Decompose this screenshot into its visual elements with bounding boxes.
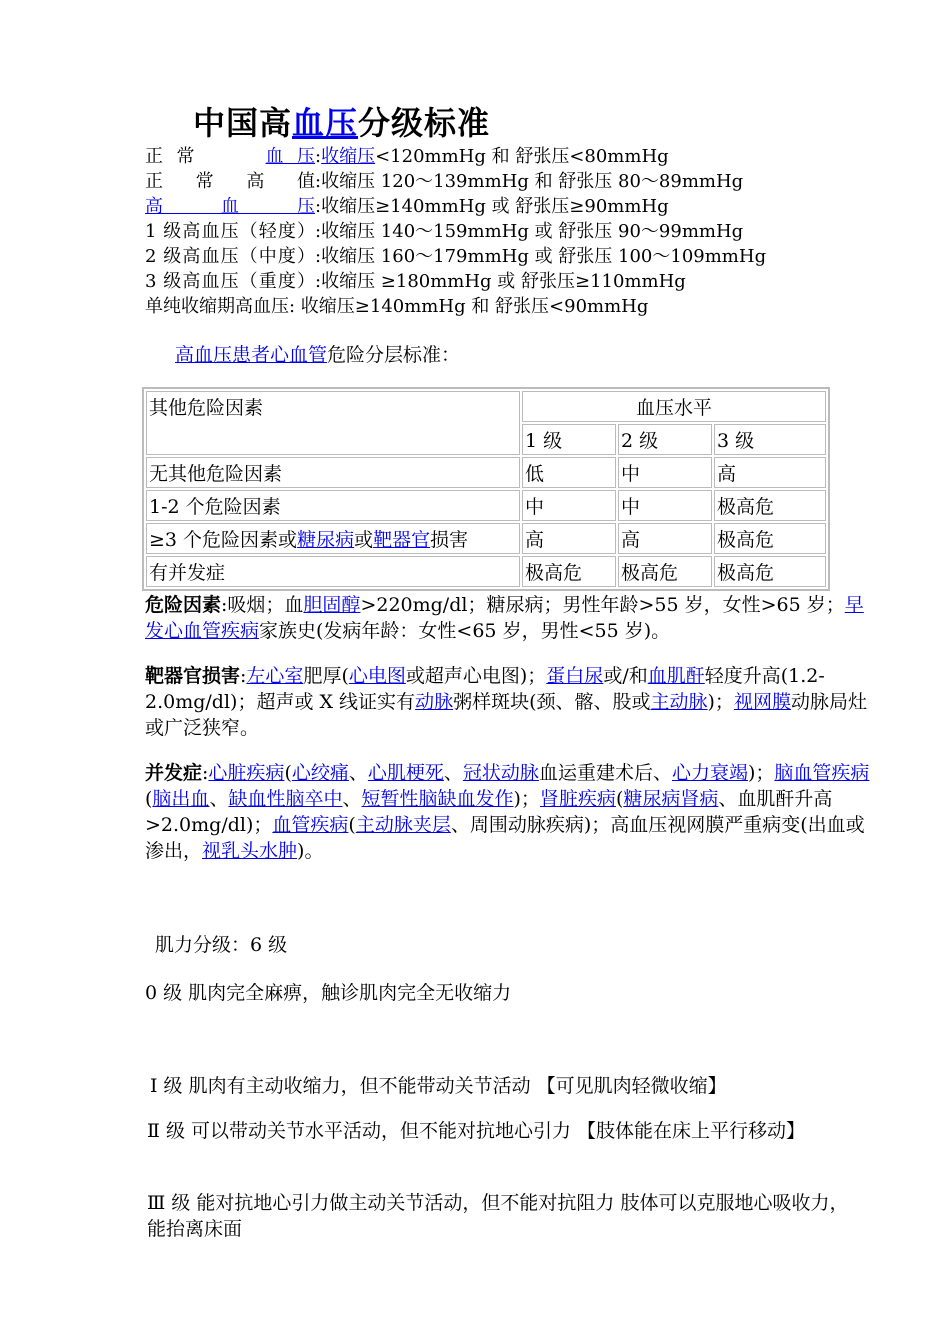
link-diabetes[interactable]: 糖尿病 xyxy=(297,529,355,551)
grade-label: 正常 血压 xyxy=(145,146,316,167)
grade-2 xyxy=(145,244,766,269)
link-ecg[interactable]: 心电图 xyxy=(348,665,406,687)
page-title xyxy=(193,98,490,144)
table-row xyxy=(146,391,826,422)
table-row xyxy=(146,523,826,554)
link-tia[interactable]: 短暂性脑缺血发作 xyxy=(361,788,514,810)
link-cardiovascular[interactable]: 高血压患者心血管 xyxy=(175,344,328,366)
table-cell: 极高危 xyxy=(522,556,616,587)
grade-3 xyxy=(145,269,686,294)
table-row xyxy=(146,457,826,488)
link-cholesterol[interactable]: 胆固醇 xyxy=(303,594,361,616)
grade-isolated-systolic xyxy=(145,294,648,319)
grade-label: 2 级高血压（中度） xyxy=(145,246,315,267)
grade-normal: 正常 血压:收缩压<120mmHg 和 舒张压<80mmHg xyxy=(145,146,669,167)
link-artery[interactable]: 动脉 xyxy=(415,691,454,713)
table-cell: 低 xyxy=(522,457,616,488)
grade-label: 1 级高血压（轻度） xyxy=(145,221,315,242)
link-proteinuria[interactable]: 蛋白尿 xyxy=(546,665,604,687)
table-cell: 极高危 xyxy=(714,490,826,521)
grade-value: 收缩压≥140mmHg 和 舒张压<90mmHg xyxy=(295,296,649,317)
link-cerebrovascular[interactable]: 脑血管疾病 xyxy=(774,762,870,784)
table-cell: 中 xyxy=(618,457,712,488)
table-header-level: 3 级 xyxy=(714,424,826,455)
link-blood-pressure[interactable]: 血压 xyxy=(265,146,316,167)
link-cerebral-hemorrhage[interactable]: 脑出血 xyxy=(152,788,210,810)
muscle-grade-1: Ⅰ 级 肌肉有主动收缩力，但不能带动关节活动 【可见肌肉轻微收缩】 xyxy=(150,1075,727,1097)
link-left-ventricle[interactable]: 左心室 xyxy=(246,665,304,687)
grade-high-normal xyxy=(145,169,743,194)
grade-value: :收缩压 160～179mmHg 或 舒张压 100～109mmHg xyxy=(315,246,767,267)
link-kidney-disease[interactable]: 肾脏疾病 xyxy=(539,788,616,810)
complications-paragraph: 并发症:心脏疾病(心绞痛、心肌梗死、冠状动脉血运重建术后、心力衰竭)；脑血管疾病(脑出血、缺血性脑卒中、短暂性脑缺血发作)；肾脏疾病(糖尿病肾病、血肌酐升高>2.0mg/dl)；血管疾病(主动脉夹层、周围动脉疾病)；高血压视网膜严重病变(出血或渗出，视乳头水肿)。 xyxy=(145,762,870,862)
title-link-blood-pressure[interactable]: 血压 xyxy=(292,104,359,142)
link-target-organ[interactable]: 靶器官 xyxy=(373,529,431,551)
organ-damage-label: 靶器官损害 xyxy=(145,665,241,687)
grade-hypertension xyxy=(145,194,669,219)
link-vascular-disease[interactable]: 血管疾病 xyxy=(272,814,349,836)
table-cell-factor: 无其他危险因素 xyxy=(146,457,520,488)
link-diabetic-nephropathy[interactable]: 糖尿病肾病 xyxy=(623,788,719,810)
table-cell: 中 xyxy=(618,490,712,521)
grade-label: 单纯收缩期高血压: xyxy=(145,296,296,317)
table-cell: 极高危 xyxy=(618,556,712,587)
table-header-bp: 血压水平 xyxy=(522,391,826,422)
table-cell: 高 xyxy=(714,457,826,488)
table-cell: 极高危 xyxy=(714,523,826,554)
link-papilledema[interactable]: 视乳头水肿 xyxy=(202,840,298,862)
risk-heading: 高血压患者心血管危险分层标准： xyxy=(175,344,461,366)
grade-label: 正常高值 xyxy=(145,171,315,192)
title-text-suffix: 分级标准 xyxy=(358,104,491,142)
risk-table xyxy=(142,387,830,591)
grade-value: :收缩压 120～139mmHg 和 舒张压 80～89mmHg xyxy=(315,171,744,192)
grade-value: :收缩压 140～159mmHg 或 舒张压 90～99mmHg xyxy=(315,221,744,242)
link-hypertension[interactable]: 高血压 xyxy=(145,196,315,217)
link-ischemic-stroke[interactable]: 缺血性脑卒中 xyxy=(228,788,343,810)
table-cell: 高 xyxy=(618,523,712,554)
grade-1 xyxy=(145,219,743,244)
table-cell-factor: 1-2 个危险因素 xyxy=(146,490,520,521)
muscle-grade-2: Ⅱ 级 可以带动关节水平活动，但不能对抗地心引力 【肢体能在床上平行移动】 xyxy=(147,1120,806,1142)
link-coronary[interactable]: 冠状动脉 xyxy=(462,762,539,784)
link-creatinine[interactable]: 血肌酐 xyxy=(647,665,705,687)
link-aortic-dissection[interactable]: 主动脉夹层 xyxy=(355,814,451,836)
link-retina[interactable]: 视网膜 xyxy=(733,691,791,713)
link-aorta[interactable]: 主动脉 xyxy=(650,691,708,713)
link-angina[interactable]: 心绞痛 xyxy=(291,762,349,784)
link-heart-failure[interactable]: 心力衰竭 xyxy=(671,762,748,784)
complications-label: 并发症 xyxy=(145,762,203,784)
link-systolic[interactable]: 收缩压 xyxy=(321,146,376,167)
muscle-grade-0: 0 级 肌肉完全麻痹，触诊肌肉完全无收缩力 xyxy=(145,982,512,1004)
table-row xyxy=(146,556,826,587)
grade-value: :收缩压≥140mmHg 或 舒张压≥90mmHg xyxy=(315,196,669,217)
grade-value: :收缩压 ≥180mmHg 或 舒张压≥110mmHg xyxy=(315,271,686,292)
link-early-cvd[interactable]: 早发心血管疾病 xyxy=(145,594,864,642)
table-header-level: 1 级 xyxy=(522,424,616,455)
grade-label: 3 级高血压（重度） xyxy=(145,271,315,292)
table-cell: 高 xyxy=(522,523,616,554)
table-row xyxy=(146,490,826,521)
risk-factors-paragraph: 危险因素:吸烟；血胆固醇>220mg/dl；糖尿病；男性年龄>55 岁，女性>65 岁；早发心血管疾病家族史(发病年龄：女性<65 岁，男性<55 岁)。 xyxy=(145,594,864,642)
link-heart-disease[interactable]: 心脏疾病 xyxy=(208,762,285,784)
muscle-heading: 肌力分级：6 级 xyxy=(155,934,288,956)
table-cell: 极高危 xyxy=(714,556,826,587)
table-cell: 中 xyxy=(522,490,616,521)
muscle-grade-3: Ⅲ 级 能对抗地心引力做主动关节活动，但不能对抗阻力 肢体可以克服地心吸收力，能抬离床面 xyxy=(147,1192,849,1240)
table-cell-factor: ≥3 个危险因素或糖尿病或靶器官损害 xyxy=(146,523,520,554)
table-cell-factor: 有并发症 xyxy=(146,556,520,587)
link-mi[interactable]: 心肌梗死 xyxy=(367,762,444,784)
organ-damage-paragraph: 靶器官损害:左心室肥厚(心电图或超声心电图)；蛋白尿或/和血肌酐轻度升高(1.2-2.0mg/dl)；超声或 X 线证实有动脉粥样斑块(颈、髂、股或主动脉)；视网膜动脉局灶或广泛狭窄。 xyxy=(145,665,867,739)
title-text: 中国高 xyxy=(193,104,293,142)
table-header-factor: 其他危险因素 xyxy=(146,391,520,455)
risk-factors-label: 危险因素 xyxy=(145,594,222,616)
table-header-level: 2 级 xyxy=(618,424,712,455)
